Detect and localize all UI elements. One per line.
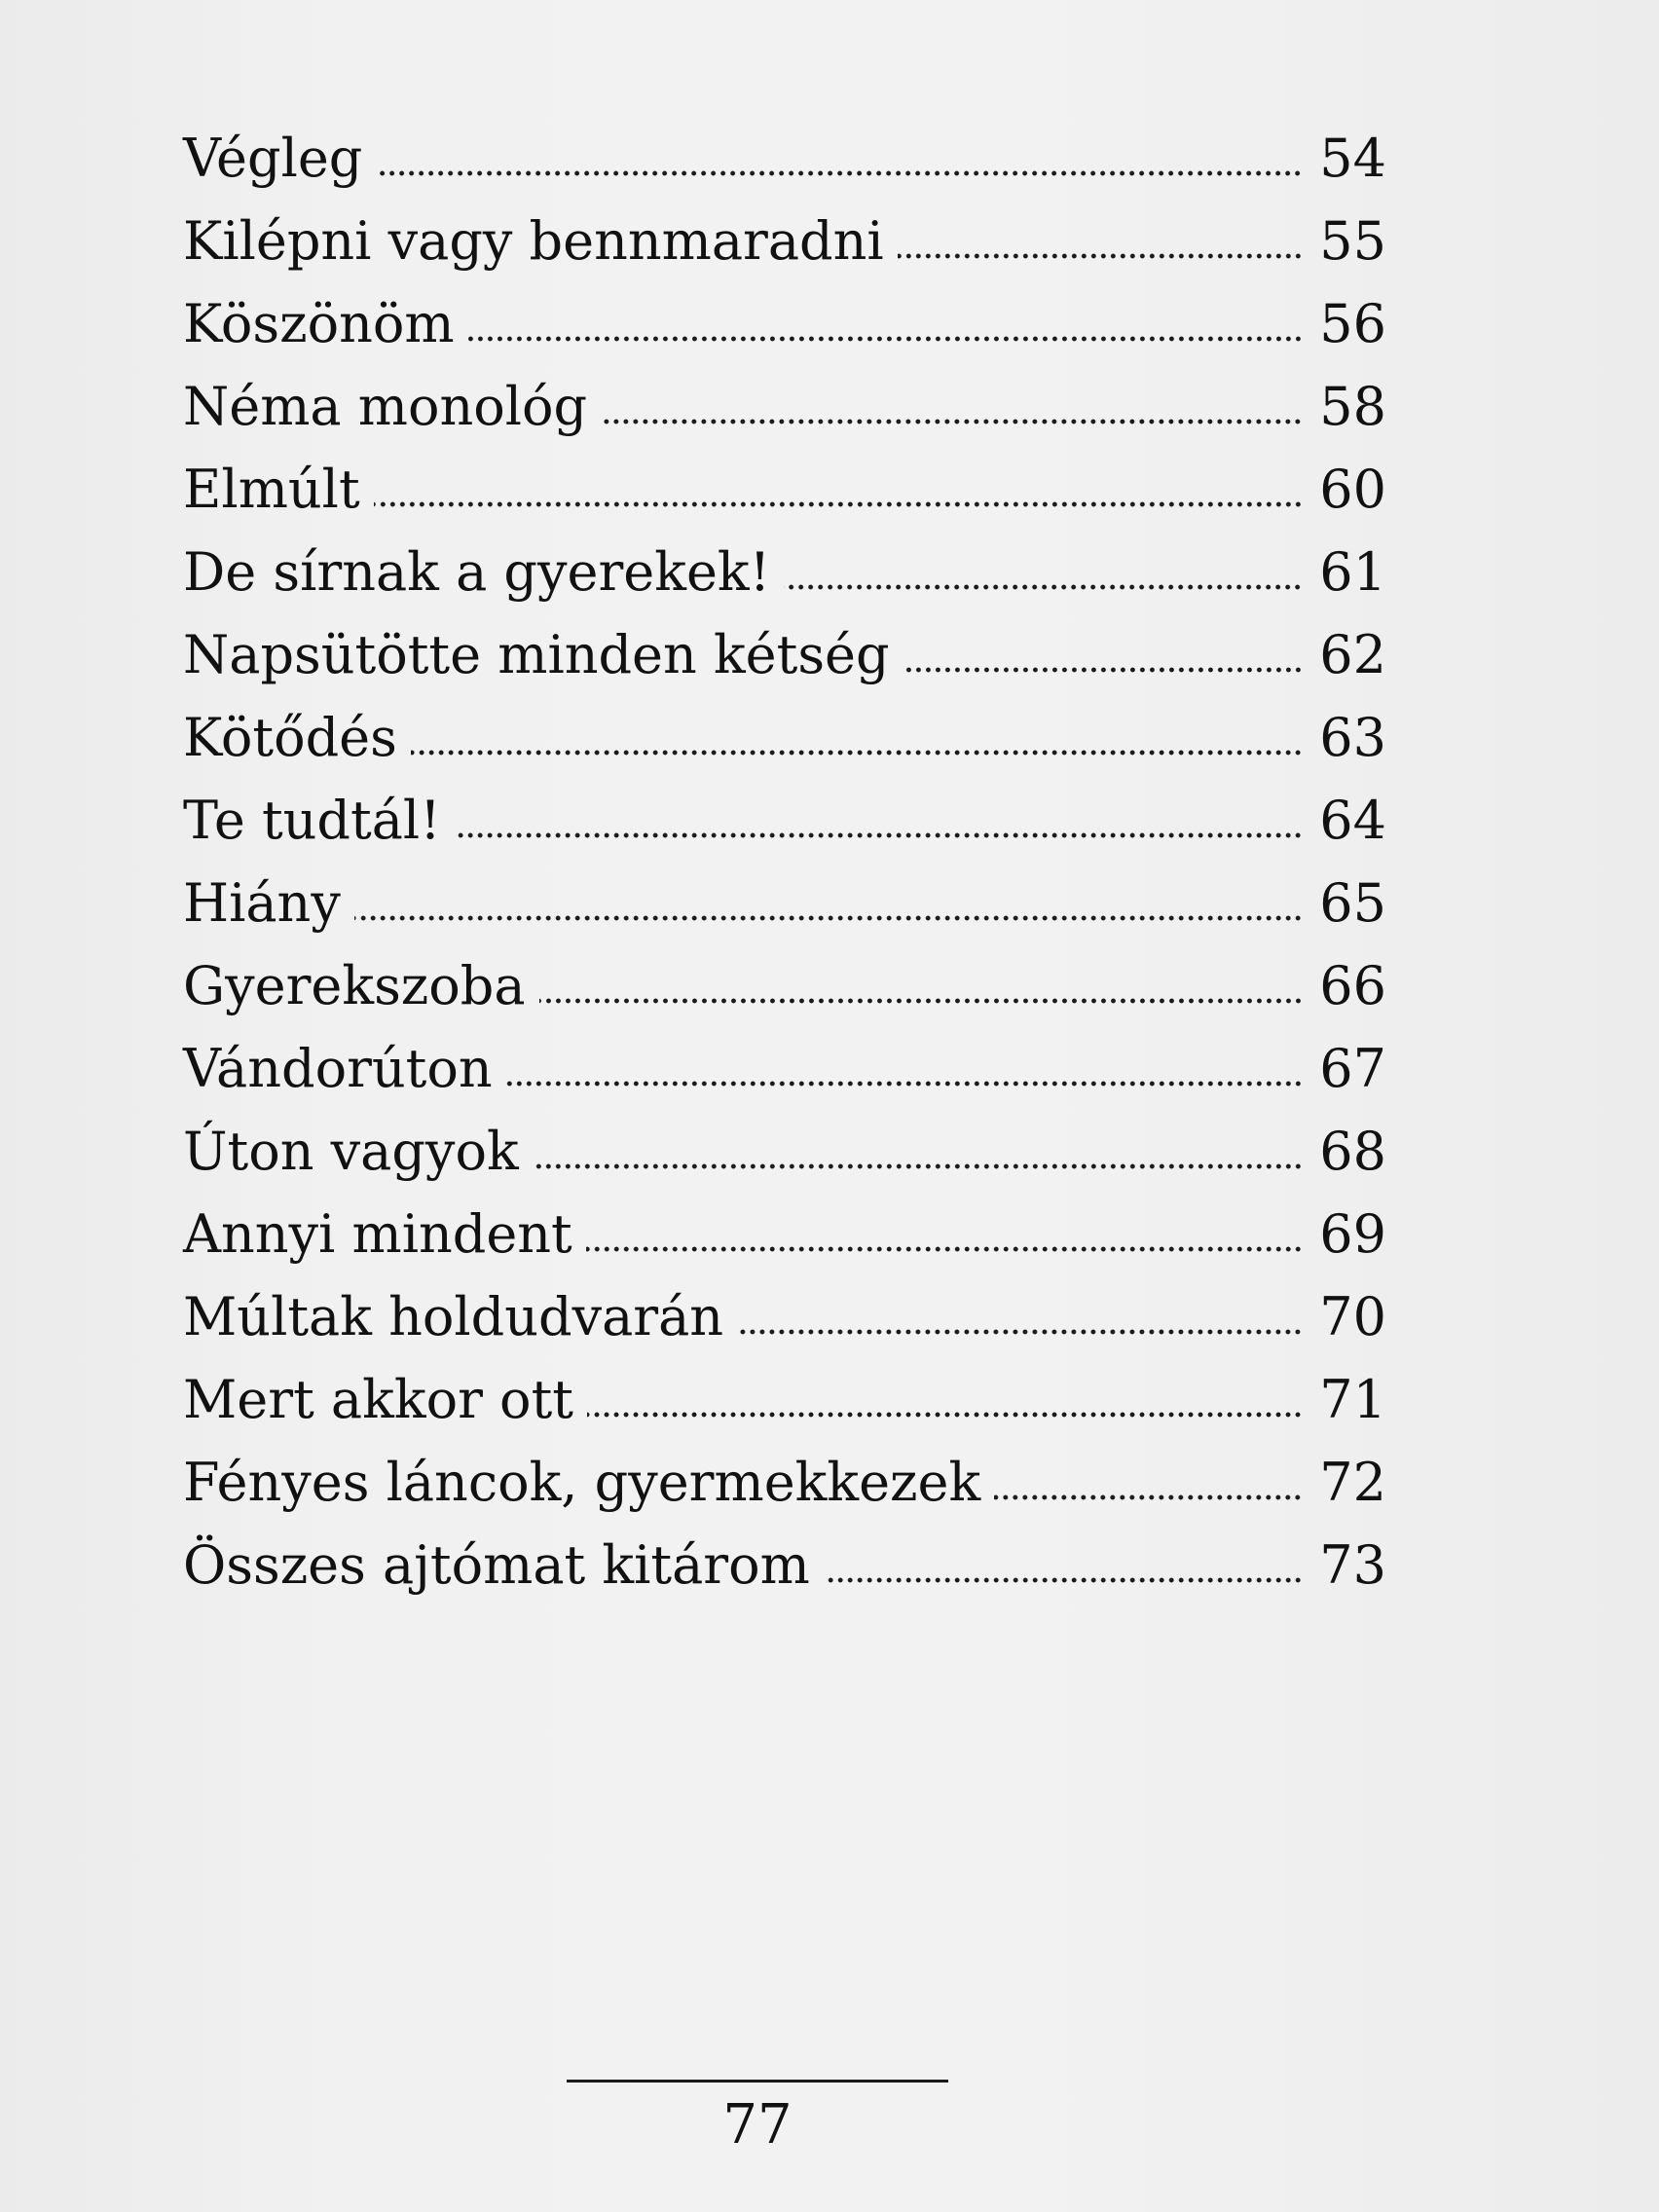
- toc-entry-page: 56: [1319, 293, 1386, 354]
- toc-entry-title: Összes ajtómat kitárom: [183, 1534, 810, 1596]
- toc-entry-page: 58: [1319, 376, 1386, 437]
- toc-entry-page: 72: [1319, 1452, 1386, 1513]
- toc-entry: [183, 613, 1386, 696]
- dot-leader: [533, 1163, 1303, 1169]
- dot-leader: [737, 1329, 1303, 1335]
- toc-entry-title: Te tudtál!: [183, 790, 441, 851]
- toc-entry-title: Vándorúton: [183, 1038, 493, 1099]
- toc-entry-page: 54: [1319, 128, 1386, 189]
- page-number: 77: [722, 2093, 793, 2157]
- dot-leader: [539, 998, 1303, 1004]
- toc-entry-page: 67: [1319, 1038, 1386, 1099]
- dot-leader: [903, 667, 1303, 673]
- toc-entry-title: Annyi mindent: [183, 1203, 572, 1265]
- toc-entry-title: Néma monológ: [183, 376, 588, 437]
- dot-leader: [374, 501, 1303, 507]
- toc-entry: [183, 1358, 1386, 1441]
- toc-entry: [183, 944, 1386, 1027]
- toc-entry-page: 66: [1319, 955, 1386, 1016]
- toc-entry: [183, 1027, 1386, 1110]
- toc-entry-title: Fényes láncok, gyermekkezek: [183, 1452, 981, 1513]
- dot-leader: [898, 253, 1303, 259]
- toc-entry-title: Úton vagyok: [183, 1121, 519, 1182]
- toc-entry-page: 64: [1319, 790, 1386, 851]
- toc-entry-title: Múltak holdudvarán: [183, 1286, 724, 1347]
- dot-leader: [824, 1577, 1303, 1583]
- toc-entry-page: 71: [1319, 1369, 1386, 1430]
- toc-entry-page: 63: [1319, 707, 1386, 768]
- footer-rule: [567, 2080, 948, 2083]
- dot-leader: [455, 832, 1303, 838]
- toc-entry-page: 73: [1319, 1534, 1386, 1596]
- toc-entry: [183, 448, 1386, 531]
- toc-entry-title: Mert akkor ott: [183, 1369, 573, 1430]
- toc-entry-title: Kötődés: [183, 707, 397, 768]
- toc-entry-title: Köszönöm: [183, 293, 455, 354]
- toc-entry: [183, 1441, 1386, 1524]
- toc-entry: [183, 1110, 1386, 1193]
- dot-leader: [376, 170, 1303, 176]
- toc-entry-title: Végleg: [183, 128, 363, 189]
- toc-entry-page: 69: [1319, 1203, 1386, 1265]
- toc-entry: [183, 862, 1386, 944]
- toc-entry-page: 70: [1319, 1286, 1386, 1347]
- toc-entry: [183, 282, 1386, 365]
- toc-entry-page: 65: [1319, 872, 1386, 934]
- toc-entry: [183, 1275, 1386, 1358]
- toc-entry: [183, 1193, 1386, 1275]
- toc-entry: [183, 200, 1386, 282]
- dot-leader: [411, 750, 1303, 756]
- toc-entry-page: 55: [1319, 210, 1386, 272]
- toc-entry: [183, 1524, 1386, 1606]
- toc-entry-title: Elmúlt: [183, 459, 360, 520]
- toc-entry-page: 60: [1319, 459, 1386, 520]
- dot-leader: [586, 1246, 1303, 1252]
- toc-entry: [183, 531, 1386, 613]
- toc-entry-title: Gyerekszoba: [183, 955, 526, 1016]
- toc-entry-page: 68: [1319, 1121, 1386, 1182]
- dot-leader: [784, 584, 1303, 590]
- toc-entry: [183, 696, 1386, 779]
- toc-entry: [183, 117, 1386, 200]
- toc-entry-title: Kilépni vagy bennmaradni: [183, 210, 884, 272]
- dot-leader: [506, 1081, 1303, 1087]
- table-of-contents: [183, 117, 1386, 1606]
- toc-entry-title: Napsütötte minden kétség: [183, 624, 890, 685]
- dot-leader: [994, 1494, 1303, 1500]
- dot-leader: [468, 336, 1303, 342]
- toc-entry: [183, 779, 1386, 862]
- toc-entry-title: Hiány: [183, 872, 341, 934]
- toc-entry-page: 62: [1319, 624, 1386, 685]
- dot-leader: [354, 915, 1303, 921]
- toc-entry: [183, 365, 1386, 448]
- dot-leader: [587, 1412, 1303, 1418]
- dot-leader: [601, 419, 1303, 424]
- toc-entry-title: De sírnak a gyerekek!: [183, 541, 771, 603]
- toc-entry-page: 61: [1319, 541, 1386, 603]
